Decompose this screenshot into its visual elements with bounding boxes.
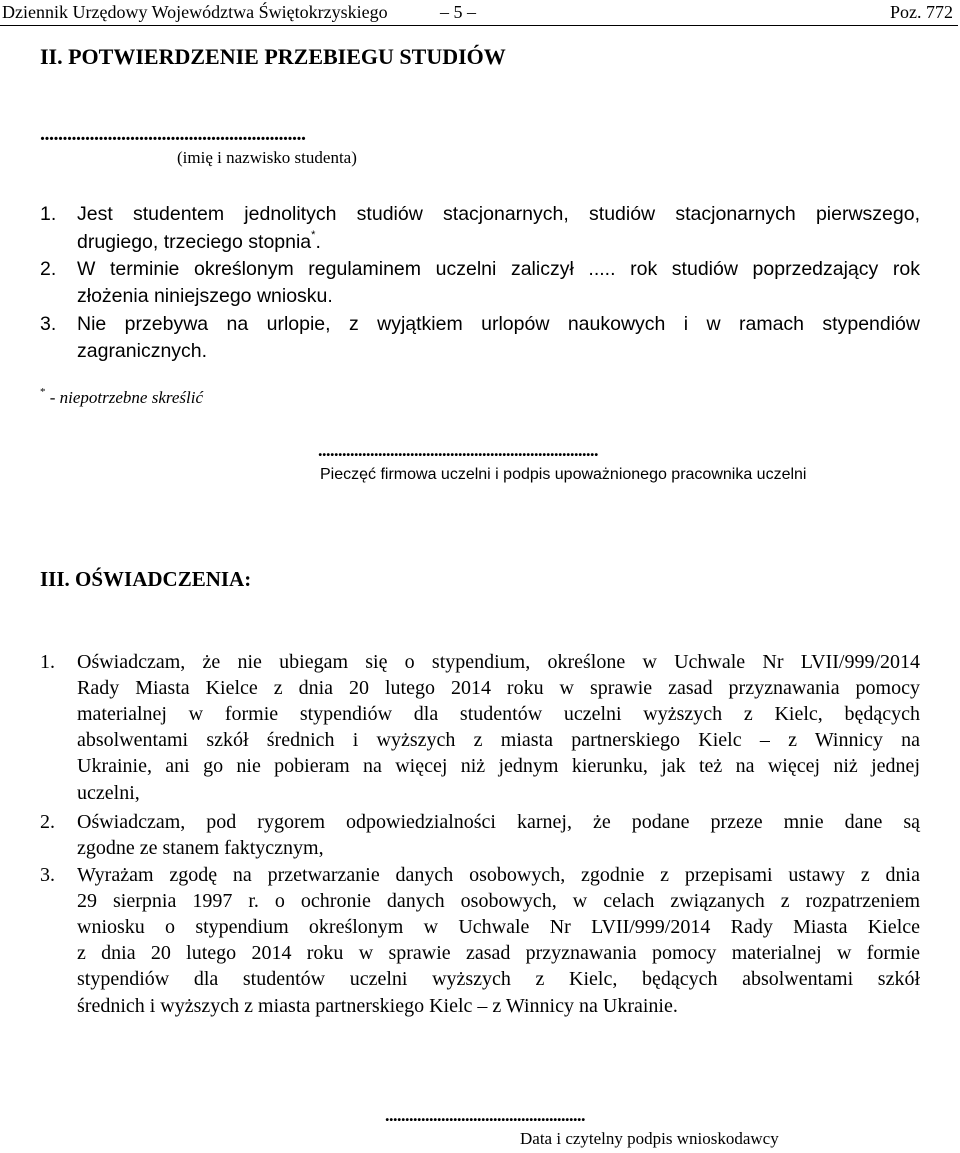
list-item-line: średnich i wyższych z miasta partnerskiego Kielc – z Winnicy na Ukrainie. bbox=[77, 995, 678, 1017]
list-item-line: 29 sierpnia 1997 r. o ochronie danych osobowych, w celach związanych z rozpatrzeniem bbox=[77, 890, 920, 912]
list-item-number: 1. bbox=[40, 651, 55, 673]
list-item-line: złożenia niniejszego wniosku. bbox=[77, 285, 333, 307]
list-item-line: Rady Miasta Kielce z dnia 20 lutego 2014 roku w sprawie zasad przyznawania pomocy bbox=[77, 677, 920, 699]
list-item-line-text: drugiego, trzeciego stopnia bbox=[77, 231, 312, 253]
student-name-caption: (imię i nazwisko studenta) bbox=[177, 148, 357, 167]
stamp-signature-caption: Pieczęć firmowa uczelni i podpis upoważnionego pracownika uczelni bbox=[320, 466, 807, 483]
footnote-text: - niepotrzebne skreślić bbox=[45, 388, 204, 407]
list-item-number: 2. bbox=[40, 258, 57, 280]
list-item-line: Nie przebywa na urlopie, z wyjątkiem urlopów naukowych i w ramach stypendiów bbox=[77, 313, 920, 335]
header-divider bbox=[0, 25, 958, 26]
section-title-confirmation: II. POTWIERDZENIE PRZEBIEGU STUDIÓW bbox=[40, 44, 506, 69]
list-item-line: W terminie określonym regulaminem uczelni zaliczył ..... rok studiów poprzedzający rok bbox=[77, 258, 920, 280]
list-item-line: z dnia 20 lutego 2014 roku w sprawie zasad przyznawania pomocy materialnej w formie bbox=[77, 942, 920, 964]
footnote-mark: * bbox=[40, 386, 46, 398]
position-number: Poz. 772 bbox=[890, 2, 953, 22]
list-item-number: 3. bbox=[40, 313, 57, 335]
list-item-line: Oświadczam, pod rygorem odpowiedzialności karnej, że podane przeze mnie dane są bbox=[77, 811, 920, 833]
list-item-number: 3. bbox=[40, 864, 55, 886]
page-number: – 5 – bbox=[440, 2, 476, 22]
footnote bbox=[40, 388, 203, 408]
list-item-line: materialnej w formie stypendiów dla studentów uczelni wyższych z Kielc, będących bbox=[77, 703, 920, 725]
list-item-line: uczelni, bbox=[77, 782, 140, 804]
list-item-line: zagranicznych. bbox=[77, 340, 208, 362]
punctuation: . bbox=[315, 231, 321, 253]
section-title-declarations: III. OŚWIADCZENIA: bbox=[40, 567, 252, 591]
list-item-line: stypendiów dla studentów uczelni wyższych z Kielc, będących absolwentami szkół bbox=[77, 968, 920, 990]
list-item-line: Jest studentem jednolitych studiów stacjonarnych, studiów stacjonarnych pierwszego, bbox=[77, 203, 920, 225]
list-item-number: 1. bbox=[40, 203, 57, 225]
list-item-line: Oświadczam, że nie ubiegam się o stypendium, określone w Uchwale Nr LVII/999/2014 bbox=[77, 651, 920, 673]
list-item-line: Ukrainie, ani go nie pobieram na więcej niż jednym kierunku, jak też na więcej niż jednej bbox=[77, 755, 920, 777]
footnote-mark: * bbox=[311, 229, 316, 241]
list-item-line: Wyrażam zgodę na przetwarzanie danych osobowych, zgodnie z przepisami ustawy z dnia bbox=[77, 864, 920, 886]
student-name-dots: ........................................................... bbox=[40, 123, 306, 145]
list-item-line: zgodne ze stanem faktycznym, bbox=[77, 837, 324, 859]
list-item-line bbox=[77, 231, 321, 254]
stamp-signature-dots: ...................................................................... bbox=[318, 440, 598, 460]
publication-title: Dziennik Urzędowy Województwa Świętokrzyskiego bbox=[2, 2, 388, 22]
applicant-signature-caption: Data i czytelny podpis wnioskodawcy bbox=[520, 1129, 779, 1148]
list-item-number: 2. bbox=[40, 811, 55, 833]
applicant-signature-dots: .................................................. bbox=[385, 1105, 585, 1125]
list-item-line: wniosku o stypendium określonym w Uchwale Nr LVII/999/2014 Rady Miasta Kielce bbox=[77, 916, 920, 938]
list-item-line: absolwentami szkół średnich i wyższych z miasta partnerskiego Kielc – z Winnicy na bbox=[77, 729, 920, 751]
